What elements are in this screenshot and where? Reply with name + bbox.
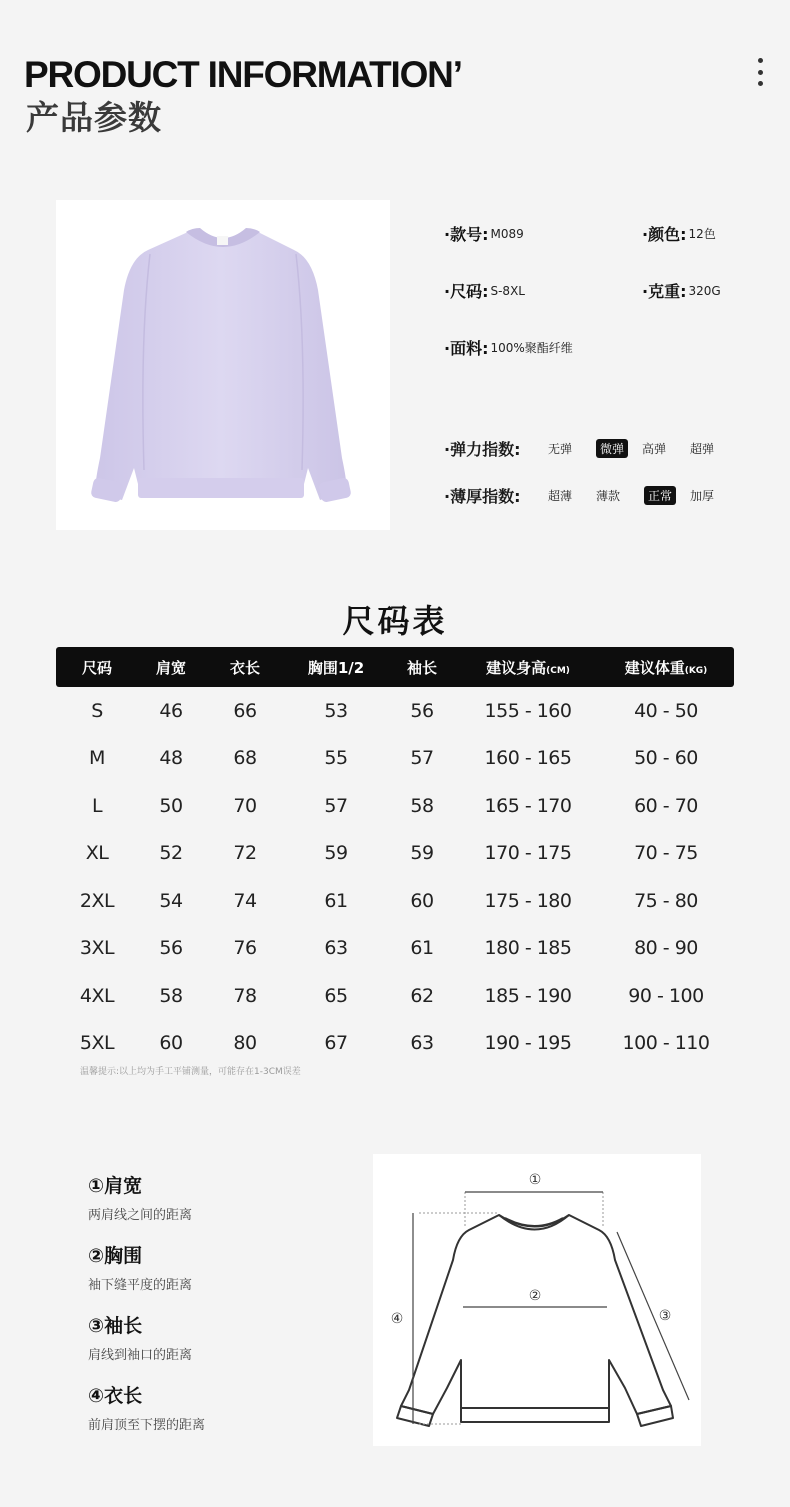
cell-size: 2XL	[79, 889, 115, 912]
cell-length: 74	[233, 889, 257, 912]
elasticity-label: ·弹力指数:	[444, 440, 521, 459]
elasticity-option: 超弹	[690, 442, 715, 456]
table-row	[56, 925, 734, 973]
thickness-scale	[444, 484, 738, 507]
guide-desc: 肩线到袖口的距离	[88, 1348, 193, 1363]
cell-shoulder: 60	[159, 1032, 183, 1055]
cell-size: S	[91, 699, 103, 722]
cell-length: 70	[233, 794, 257, 817]
table-row	[56, 687, 734, 735]
cell-height: 170 - 175	[484, 842, 572, 865]
cell-length: 66	[233, 699, 257, 722]
fabric-value: 100%聚酯纤维	[490, 341, 573, 355]
cell-chest: 55	[324, 747, 348, 770]
cell-shoulder: 56	[159, 937, 183, 960]
cell-shoulder: 46	[159, 699, 183, 722]
cell-chest: 53	[324, 699, 348, 722]
table-row	[56, 830, 734, 878]
size-range-value: S-8XL	[490, 283, 525, 298]
cell-sleeve: 60	[410, 889, 434, 912]
cell-size: L	[91, 794, 103, 817]
cell-size: M	[89, 747, 105, 770]
weight-label: ·克重:	[642, 282, 687, 301]
cell-shoulder: 48	[159, 747, 183, 770]
fabric-info	[444, 336, 573, 359]
thickness-option-selected: 正常	[644, 486, 676, 505]
cell-weight: 90 - 100	[628, 984, 704, 1007]
guide-title: ③袖长	[88, 1315, 143, 1337]
color-value: 12色	[688, 227, 716, 241]
guide-desc: 两肩线之间的距离	[88, 1208, 193, 1223]
header-chest: 胸围1/2	[307, 658, 365, 677]
cell-length: 72	[233, 842, 257, 865]
cell-height: 180 - 185	[484, 937, 572, 960]
size-chart-body	[56, 687, 734, 1067]
guide-sleeve	[88, 1311, 192, 1363]
table-row	[56, 735, 734, 783]
cell-height: 160 - 165	[484, 747, 572, 770]
thickness-option: 加厚	[690, 489, 715, 503]
guide-title: ①肩宽	[88, 1175, 143, 1197]
cell-chest: 57	[324, 794, 348, 817]
cell-sleeve: 56	[410, 699, 434, 722]
table-row	[56, 877, 734, 925]
cell-sleeve: 57	[410, 747, 434, 770]
cell-length: 80	[233, 1032, 257, 1055]
cell-height: 185 - 190	[484, 984, 572, 1007]
header-size: 尺码	[81, 658, 112, 677]
label-2: ②	[528, 1288, 542, 1304]
cell-size: 5XL	[79, 1032, 115, 1055]
page-title-en: PRODUCT INFORMATION’	[24, 54, 462, 95]
cell-sleeve: 63	[410, 1032, 434, 1055]
thickness-label: ·薄厚指数:	[444, 487, 521, 506]
table-row	[56, 782, 734, 830]
size-chart-table	[56, 647, 734, 1067]
cell-size: 4XL	[79, 984, 115, 1007]
cell-weight: 75 - 80	[634, 889, 698, 912]
cell-chest: 65	[324, 984, 348, 1007]
cell-size: XL	[85, 842, 109, 865]
guide-length	[88, 1381, 205, 1433]
cell-weight: 40 - 50	[634, 699, 698, 722]
cell-weight: 80 - 90	[634, 937, 698, 960]
color-info	[642, 222, 716, 245]
cell-length: 68	[233, 747, 257, 770]
cell-height: 175 - 180	[484, 889, 572, 912]
cell-chest: 59	[324, 842, 348, 865]
thickness-option: 超薄	[548, 489, 573, 503]
sweatshirt-image	[56, 200, 390, 530]
size-chart-title: 尺码表	[342, 602, 448, 640]
elasticity-option: 高弹	[642, 442, 667, 456]
page-title-cn: 产品参数	[26, 98, 162, 137]
guide-desc: 前肩顶至下摆的距离	[88, 1418, 206, 1433]
cell-weight: 70 - 75	[634, 842, 698, 865]
guide-shoulder	[88, 1171, 192, 1223]
fabric-label: ·面料:	[444, 339, 489, 358]
header-weight: 建议体重(KG)	[624, 658, 708, 677]
table-row	[56, 1020, 734, 1068]
elasticity-option: 无弹	[548, 442, 573, 456]
elasticity-option-selected: 微弹	[596, 439, 628, 458]
label-4: ④	[390, 1311, 404, 1327]
cell-sleeve: 61	[410, 937, 434, 960]
cell-height: 190 - 195	[484, 1032, 572, 1055]
weight-info	[642, 279, 721, 302]
thickness-option: 薄款	[596, 489, 621, 503]
label-3: ③	[658, 1308, 672, 1324]
cell-length: 78	[233, 984, 257, 1007]
header-height: 建议身高(CM)	[486, 658, 570, 677]
size-range	[444, 279, 525, 302]
guide-chest	[88, 1241, 192, 1293]
cell-size: 3XL	[79, 937, 115, 960]
cell-height: 155 - 160	[484, 699, 572, 722]
cell-weight: 60 - 70	[634, 794, 698, 817]
color-label: ·颜色:	[642, 225, 687, 244]
cell-shoulder: 58	[159, 984, 183, 1007]
cell-chest: 67	[324, 1032, 348, 1055]
measurement-note: 温馨提示:以上均为手工平铺测量，可能存在1-3CM误差	[80, 1067, 301, 1077]
label-1: ①	[528, 1172, 542, 1188]
diagram-labels	[391, 1172, 672, 1327]
cell-chest: 61	[324, 889, 348, 912]
cell-shoulder: 54	[159, 889, 183, 912]
header-shoulder: 肩宽	[155, 658, 186, 677]
cell-shoulder: 52	[159, 842, 183, 865]
size-chart-header	[56, 647, 734, 687]
table-row	[56, 972, 734, 1020]
measurement-diagram-card	[373, 1154, 701, 1446]
cell-chest: 63	[324, 937, 348, 960]
elasticity-scale	[444, 437, 738, 460]
cell-shoulder: 50	[159, 794, 183, 817]
cell-weight: 50 - 60	[634, 747, 698, 770]
cell-weight: 100 - 110	[622, 1032, 710, 1055]
guide-title: ②胸围	[88, 1245, 143, 1267]
product-image-card	[56, 200, 390, 530]
cell-sleeve: 58	[410, 794, 434, 817]
guide-title: ④衣长	[88, 1385, 143, 1407]
style-number	[444, 222, 524, 245]
guide-desc: 袖下缝平度的距离	[88, 1278, 193, 1293]
style-number-label: ·款号:	[444, 225, 489, 244]
cell-height: 165 - 170	[484, 794, 572, 817]
measurement-diagram	[373, 1154, 701, 1446]
size-range-label: ·尺码:	[444, 282, 489, 301]
cell-sleeve: 59	[410, 842, 434, 865]
weight-value: 320G	[688, 283, 721, 298]
header-sleeve: 袖长	[406, 658, 437, 677]
header-length: 衣长	[229, 658, 260, 677]
more-vertical-icon[interactable]	[752, 58, 768, 86]
style-number-value: M089	[490, 226, 524, 241]
cell-sleeve: 62	[410, 984, 434, 1007]
cell-length: 76	[233, 937, 257, 960]
